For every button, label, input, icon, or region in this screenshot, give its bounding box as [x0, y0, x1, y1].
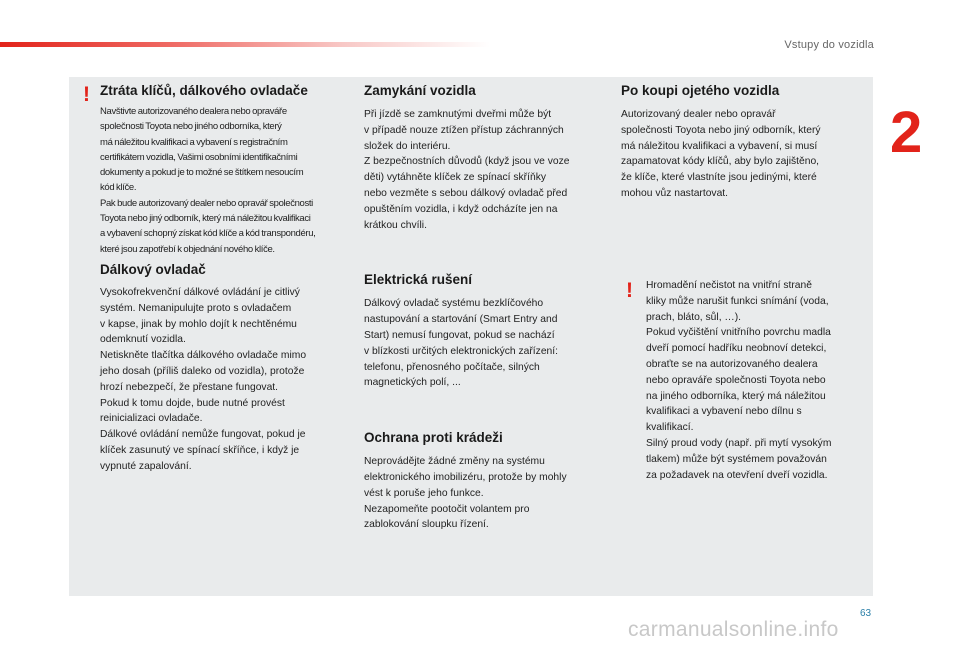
remote-text: Vysokofrekvenční dálkové ovládání je citlivý systém. Nemanipulujte proto s ovladačem v kapse, jinak by mohlo dojít k nechtěnému odemknutí vozidla. Netiskněte tlačítka dálkového ovladače mimo jeho dosah (příliš daleko od vozidla), protože hrozí nebezpečí, že přestane fungovat. Pokud k tomu dojde, bude nutné provést reinicializaci ovladače. Dálkové ovládání nemůže fungovat, pokud je klíček zasunutý ve spínací skříňce, i když je vypnuté zapalování. [100, 286, 307, 472]
dirt-warning-block [646, 278, 868, 483]
middle-column [364, 83, 604, 533]
remote-heading: Dálkový ovladač [100, 261, 206, 277]
used-car-heading: Po koupi ojetého vozidla [621, 83, 780, 98]
theft-text: Neprovádějte žádné změny na systému elektronického imobilizéru, protože by mohly vést k poruše jeho funkce. Nezapomeňte pootočit volantem pro zablokování sloupku řízení. [364, 456, 567, 531]
chapter-number: 2 [890, 100, 923, 165]
header-accent-bar [0, 42, 490, 47]
section-title: Vstupy do vozidla [784, 39, 874, 51]
left-column [100, 83, 350, 475]
right-column [621, 83, 861, 202]
locking-text: Při jízdě se zamknutými dveřmi může být v případě nouze ztížen přístup záchranných složek do interiéru. Z bezpečnostních důvodů (když jsou ve voze děti) vytáhněte klíček ze spínací skříňky nebo vezměte s sebou dálkový ovladač před opuštěním vozidla, i když odcházíte jen na krátkou chvíli. [364, 109, 570, 231]
watermark: carmanualsonline.info [628, 618, 839, 641]
interference-text: Dálkový ovladač systému bezklíčového nastupování a startování (Smart Entry and Start) nemusí fungovat, pokud se nachází v blízkosti určitých elektronických zařízení: telefonu, přenosného počítače, silných magnetických polí, ... [364, 298, 558, 389]
locking-heading: Zamykání vozidla [364, 83, 476, 98]
warning-icon: ! [626, 279, 633, 302]
dirt-warning-text: Hromadění nečistot na vnitřní straně kliky může narušit funkci snímání (voda, prach, bláto, sůl, …). Pokud vyčištění vnitřního povrchu madla dveří pomocí hadříku neobnoví detekci, obraťte se na autorizovaného dealera nebo opraváře společnosti Toyota nebo na jiného odborníka, který má náležitou kvalifikaci a vybavení nebo dílnu s kvalifikací. Silný proud vody (např. při mytí vysokým tlakem) může být systémem považován za požadavek na otevření dveří vozidla. [646, 280, 832, 481]
page-number: 63 [860, 608, 872, 619]
used-car-text: Autorizovaný dealer nebo opravář společnosti Toyota nebo jiný odborník, který má náležitou kvalifikaci a vybavení, si musí zapamatovat kódy klíčů, aby bylo zajištěno, že klíče, které vlastníte jsou jedinými, které mohou vůz nastartovat. [621, 109, 821, 199]
lost-keys-heading: Ztráta klíčů, dálkového ovladače [100, 83, 308, 98]
warning-icon: ! [83, 83, 90, 106]
interference-heading: Elektrická rušení [364, 272, 473, 288]
theft-heading: Ochrana proti krádeži [364, 430, 503, 446]
lost-keys-text: Navštivte autorizovaného dealera nebo opraváře společnosti Toyota nebo jiného odborníka, který má náležitou kvalifikaci a vybavení s registračním certifikátem vozidla, Vašimi osobními identifikačními dokumenty a pokud je to možné se štítkem nesoucím kód klíče. Pak bude autorizovaný dealer nebo opravář společnosti Toyota nebo jiný odborník, který má náležitou kvalifikaci a vybavení schopný získat kód klíče a kód transpondéru, které jsou zapotřebí k objednání nového klíče. [100, 106, 316, 255]
